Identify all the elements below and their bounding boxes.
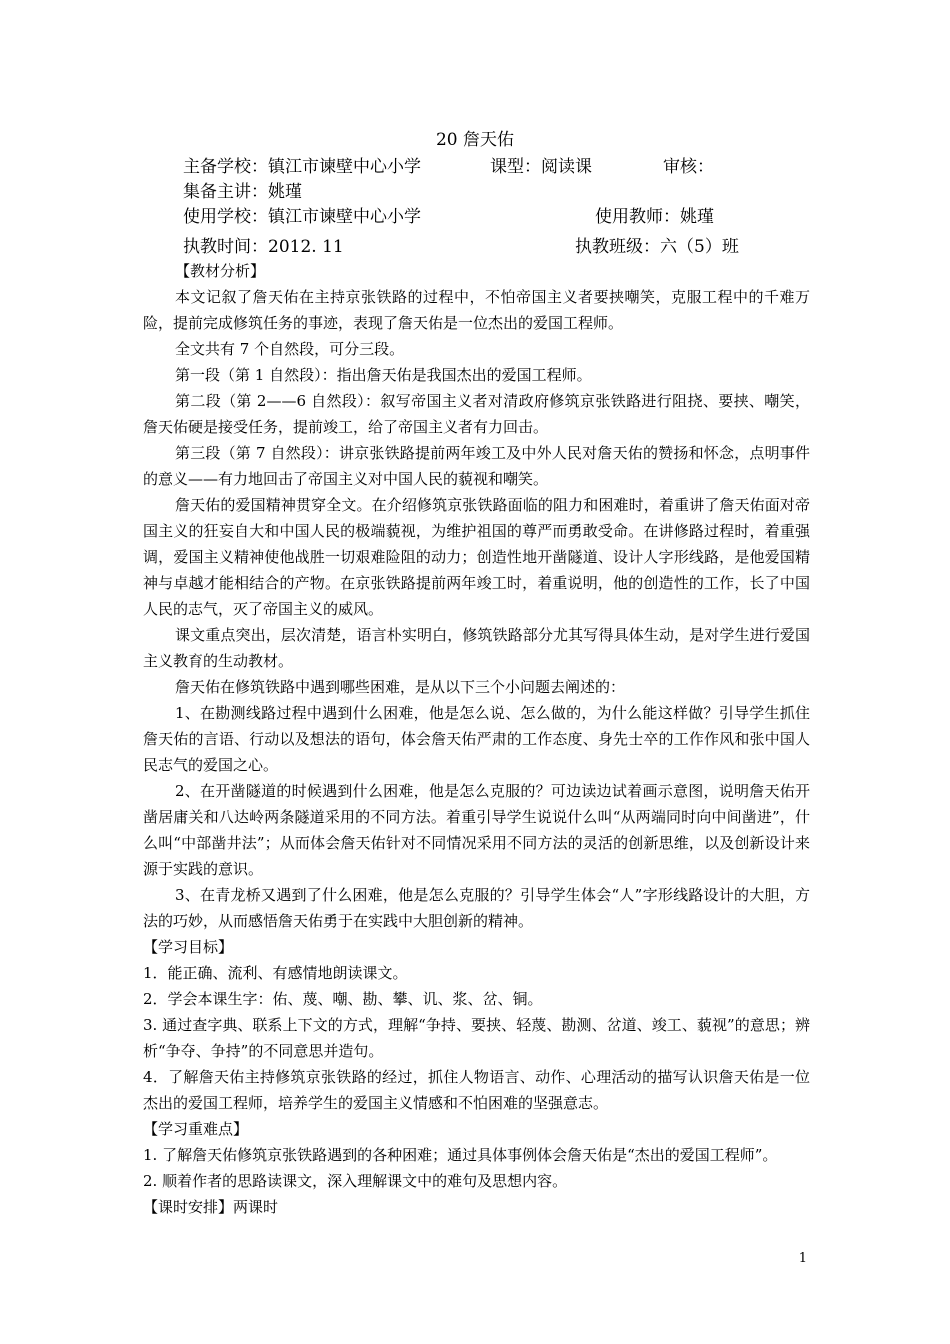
key-point-item: 2. 顺着作者的思路读课文，深入理解课文中的难句及思想内容。 — [143, 1172, 568, 1190]
analysis-paragraph: 课文重点突出，层次清楚，语言朴实明白，修筑铁路部分尤其写得具体生动，是对学生进行爱国主义教育的生动教材。 — [143, 626, 810, 670]
using-teacher: 使用教师：姚瑾 — [595, 207, 714, 227]
analysis-paragraph: 第一段（第 1 自然段）：指出詹天佑是我国杰出的爱国工程师。 — [175, 366, 592, 384]
reviewer: 审核： — [663, 157, 714, 177]
schedule-heading: 【课时安排】 — [143, 1198, 234, 1216]
schedule-value: 两课时 — [233, 1198, 279, 1216]
analysis-paragraph: 詹天佑在修筑铁路中遇到哪些困难，是从以下三个小问题去阐述的： — [175, 678, 626, 696]
lesson-type: 课型：阅读课 — [490, 157, 592, 177]
analysis-paragraph: 第二段（第 2——6 自然段）：叙写帝国主义者对清政府修筑京张铁路进行阻挠、要挟、嘲笑，詹天佑硬是接受任务，提前竣工，给了帝国主义者有力回击。 — [143, 392, 810, 436]
key-point-item: 1. 了解詹天佑修筑京张铁路遇到的各种困难；通过具体事例体会詹天佑是“杰出的爱国工程师”。 — [143, 1146, 778, 1164]
analysis-paragraph: 第三段（第 7 自然段）：讲京张铁路提前两年竣工及中外人民对詹天佑的赞扬和怀念，点明事件的意义——有力地回击了帝国主义对中国人民的藐视和嘲笑。 — [143, 444, 810, 488]
main-school: 主备学校：镇江市谏壁中心小学 — [183, 157, 421, 177]
analysis-paragraph: 本文记叙了詹天佑在主持京张铁路的过程中，不怕帝国主义者要挟嘲笑，克服工程中的千难万险，提前完成修筑任务的事迹，表现了詹天佑是一位杰出的爱国工程师。 — [143, 288, 810, 332]
goal-item: 2．学会本课生字：佑、蔑、嘲、勘、攀、讥、浆、岔、铜。 — [143, 990, 543, 1008]
analysis-paragraph: 全文共有 7 个自然段，可分三段。 — [175, 340, 405, 358]
goal-item: 1．能正确、流利、有感情地朗读课文。 — [143, 964, 408, 982]
using-school: 使用学校：镇江市谏壁中心小学 — [183, 207, 421, 227]
goals-heading: 【学习目标】 — [143, 938, 234, 956]
teaching-time: 执教时间：2012. 11 — [183, 237, 344, 257]
goal-item: 3. 通过查字典、联系上下文的方式，理解“争持、要挟、轻蔑、勘测、岔道、竣工、藐视”的意思；辨析“争夺、争持”的不同意思并造句。 — [143, 1016, 810, 1060]
analysis-paragraph: 詹天佑的爱国精神贯穿全文。在介绍修筑京张铁路面临的阻力和困难时，着重讲了詹天佑面对帝国主义的狂妄自大和中国人民的极端藐视，为维护祖国的尊严而勇敢受命。在讲修路过程时，着重强调，爱国主义精神使他战胜一切艰难险阻的动力；创造性地开凿隧道、设计人字形线路，是他爱国精神与卓越才能相结合的产物。在京张铁路提前两年竣工时，着重说明，他的创造性的工作，长了中国人民的志气，灭了帝国主义的威风。 — [143, 496, 810, 618]
teaching-class: 执教班级：六（5）班 — [575, 237, 739, 257]
page-number: 1 — [798, 1251, 807, 1266]
analysis-paragraph: 1、在勘测线路过程中遇到什么困难，他是怎么说、怎么做的，为什么能这样做？引导学生抓住詹天佑的言语、行动以及想法的语句，体会詹天佑严肃的工作态度、身先士卒的工作作风和张中国人民志气的爱国之心。 — [143, 704, 810, 774]
analysis-paragraph: 2、在开凿隧道的时候遇到什么困难，他是怎么克服的？可边读边试着画示意图，说明詹天佑开凿居庸关和八达岭两条隧道采用的不同方法。着重引导学生说说什么叫“从两端同时向中间凿进”，什么叫“中部凿井法”；从而体会詹天佑针对不同情况采用不同方法的灵活的创新思维，以及创新设计来源于实践的意识。 — [143, 782, 810, 878]
schedule-line — [143, 1194, 810, 1220]
goal-item: 4．了解詹天佑主持修筑京张铁路的经过，抓住人物语言、动作、心理活动的描写认识詹天佑是一位杰出的爱国工程师，培养学生的爱国主义情感和不怕困难的坚强意志。 — [143, 1068, 810, 1112]
analysis-paragraph: 3、在青龙桥又遇到了什么困难，他是怎么克服的？引导学生体会“人”字形线路设计的大胆，方法的巧妙，从而感悟詹天佑勇于在实践中大胆创新的精神。 — [143, 886, 810, 930]
lesson-title: 20 詹天佑 — [435, 130, 515, 150]
document-body — [143, 258, 810, 1220]
lead-speaker: 集备主讲：姚瑾 — [183, 182, 302, 202]
key-points-heading: 【学习重难点】 — [143, 1120, 249, 1138]
analysis-heading: 【教材分析】 — [175, 262, 266, 280]
